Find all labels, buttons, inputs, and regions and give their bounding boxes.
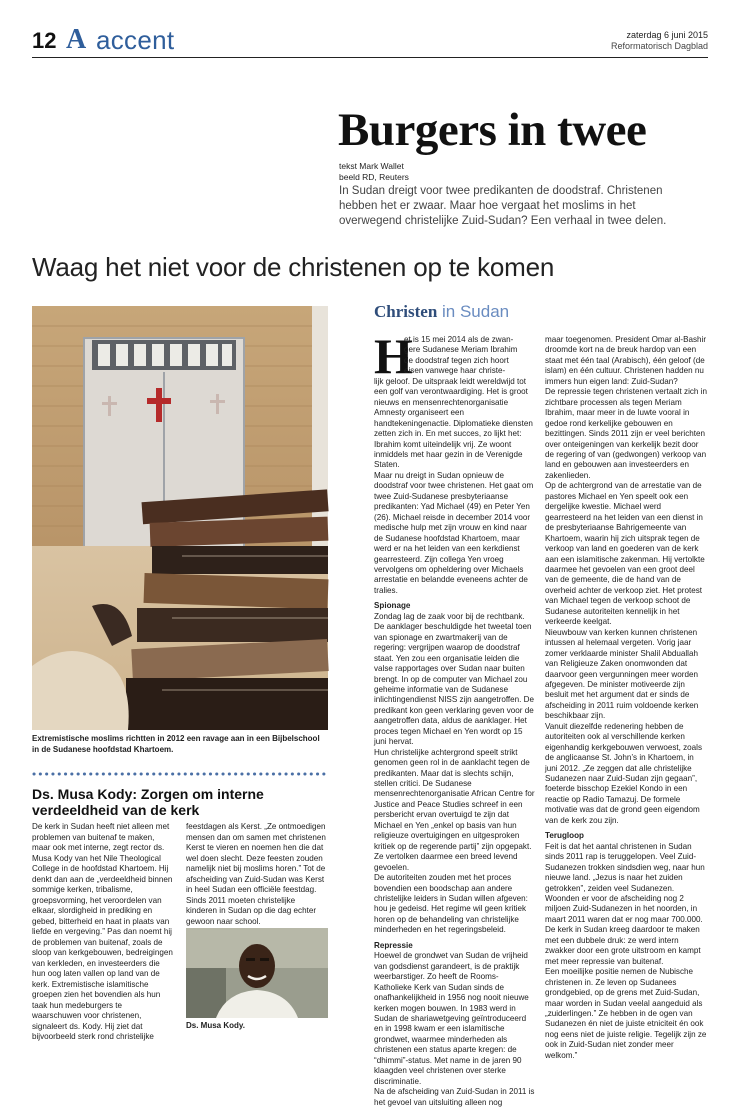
- intro-line-3: de doodstraf tegen zich hoort: [404, 355, 509, 365]
- paragraph: Een moeilijke positie nemen de Nubische christenen in. Ze leven op Sudanees grondgebied, op de grens met Zuid-Sudan, maar worden in Sudan veelal aangeduid als „zuiderlingen.” Ze hebben in de ogen van Sudanezen én niet de juiste etniciteit én ook nog eens niet de juiste religie. Tegelijk zijn ze ook in Zuid-Sudan niet zonder meer welkom.”: [545, 967, 707, 1060]
- article-intro: In Sudan dreigt voor twee predikanten de doodstraf. Christenen hebben het er zwaar. Maar hoe vergaat het moslims in het overwegend christelijke Zuid-Sudan? Een verhaal in twee delen.: [339, 185, 667, 227]
- section-title-strong: Christen: [374, 302, 438, 321]
- sidebar-title: Ds. Musa Kody: Zorgen om interne verdeeldheid van de kerk: [32, 786, 264, 818]
- paragraph: Na de afscheiding van Zuid-Sudan in 2011 is het gevoel van uitsluiting alleen nog: [374, 1087, 535, 1107]
- credit-text: tekst Mark Wallet: [339, 161, 404, 171]
- portrait-illustration: [186, 928, 328, 1018]
- dotted-divider: [32, 772, 328, 776]
- intro-line-1: et is 15 mei 2014 als de zwan-: [404, 335, 514, 344]
- section-logo: A: [66, 24, 87, 55]
- burned-bibles-illustration: [32, 306, 328, 730]
- paragraph: Nieuwbouw van kerken kunnen christenen intussen al helemaal vergeten. Vorig jaar zomer verklaarde minister Shalil Abduallah van Religieuze Zaken onomwonden dat daarvoor geen vergunningen meer worden afgegeven. De minister motiveerde zijn besluit met het argument dat er sinds de afscheiding in 2011 ruim voldoende kerken beschikbaar zijn.: [545, 627, 699, 721]
- section-heading: Terugloop: [545, 831, 584, 841]
- newspaper-name: Reformatorisch Dagblad: [610, 41, 708, 51]
- paragraph: Feit is dat het aantal christenen in Sudan sinds 2011 rap is teruggelopen. Veel Zuid-Sudanezen trokken sindsdien weg, naar hun nieuwe land. „Jezus is naar het zuiden getrokken”, zeiden veel Sudanezen. Woonden er voor de afscheiding nog 2 miljoen Zuid-Sudanezen in het noorden, in maart 2011 waren dat er nog maar 700.000. De kerk in Sudan kreeg daardoor te maken met een dubbele druk: ze werd intern zwakker door een grote uitstroom en kampt met meer repressie van buitenaf.: [545, 841, 705, 966]
- paragraph: Hun christelijke achtergrond speelt strikt genomen geen rol in de aanklacht tegen de predikanten. Maar dat is slechts schijn, stellen critici. De Sudanese mensenrechtenorganisatie African Centre for Justice and Peace Studies schreef in een persbericht ervan overtuigd te zijn dat Michael en Yen „enkel op basis van hun religieuze overtuigingen en uitgesproken kritiek op de regerende partij” zijn opgepakt. Ze vertolken daarmee een breed levend gevoelen.: [374, 747, 535, 872]
- main-photo: [32, 306, 328, 730]
- page-number: 12: [32, 28, 57, 53]
- article-column-1: [374, 328, 535, 1108]
- credit-photo: beeld RD, Reuters: [339, 172, 409, 182]
- section-title: [374, 302, 509, 322]
- masthead: [32, 24, 708, 58]
- intro-lines: [374, 328, 535, 384]
- paragraph: Hoewel de grondwet van Sudan de vrijheid van godsdienst garandeert, is de praktijk weerbarstiger. Zo heeft de Rooms-Katholieke Kerk van Sudan sinds de onafhankelijkheid in 1956 nog nooit nieuwe kerken mogen bouwen. In 1983 werd in Sudan de shariawetgeving geïntroduceerd en in 1998 kwam er een islamitische grondwet, waarmee minderheden als christenen een status aparte kregen: de “dhimmi”-status. Met name in de jaren 90 klaagden veel christenen over sterke discriminatie.: [374, 951, 529, 1086]
- section-heading: Spionage: [374, 601, 411, 611]
- paragraph: lijk geloof. De uitspraak leidt wereldwijd tot een golf van verontwaardiging. Het is groot nieuws en mensenrechtenorganisatie Amnesty organiseert een handtekeningenactie. Diplomatieke diensten zetten zich in. En met succes, zo lijkt het: Ibrahim komt uiteindelijk vrij. Ze woont inmiddels met haar gezin in de Verenigde Staten.: [374, 376, 533, 470]
- article-credits: [339, 161, 409, 183]
- paragraph: Vanuit diezelfde redenering hebben de autoriteiten ook al verschillende kerken eigenhandig kerkgebouwen verwoest, zoals de anglicaanse St. John’s in Khartoem, in juni 2012. „Ze zeggen dat alle christelijke Sudanezen naar Zuid-Sudan zijn gegaan”, foeterde bisschop Ezekiel Kondo in een reactie op Radio Tamazuj. De formele motivatie was dat de grond geen eigendom van de kerk zou zijn.: [545, 721, 703, 825]
- kody-portrait: [186, 928, 328, 1018]
- section-name: accent: [96, 25, 175, 55]
- intro-line-2: gere Sudanese Meriam Ibrahim: [404, 345, 518, 355]
- section-title-light: in Sudan: [437, 302, 510, 321]
- article-column-2: [545, 335, 708, 1061]
- paragraph: Op de achtergrond van de arrestatie van de pastores Michael en Yen speelt ook een dergelijke kwestie. Michael werd gearresteerd na het leiden van een dienst in de presbyteriaanse Bahrigemeente van Khartoem, waarin hij zich uitsprak tegen de verkoop van land en goederen van de kerk aan een islamitische zakenman. Hij vertolkte daarmee het gevoelen van een groot deel van de gemeente, die de hand van de overheid achter de verkoop ziet. Het protest van Michael tegen de verkoop schoot de Sudanese autoriteiten kennelijk in het verkeerde keelgat.: [545, 481, 705, 627]
- paragraph: De repressie tegen christenen vertaalt zich in zichtbare processen als tegen Meriam Ibrahim, maar meer in de luwte vooral in gedoe rond kerkelijke gebouwen en bezittingen. Sinds 2011 zijn er veel berichten over onteigeningen van kerkelijk bezit door de regering of van (gedwongen) verkoop van land en gebouwen aan investeerders en zakenlieden.: [545, 387, 707, 480]
- article-subhead: Waag het niet voor de christenen op te komen: [32, 252, 555, 282]
- issue-info: [611, 30, 708, 52]
- intro-line-4: eisen vanwege haar christe-: [404, 366, 506, 376]
- main-photo-caption: Extremistische moslims richtten in 2012 een ravage aan in een Bijbelschool in de Sudanese hoofdstad Khartoem.: [32, 734, 320, 754]
- paragraph: Zondag lag de zaak voor bij de rechtbank. De aanklager beschuldigde het tweetal toen van spionage en zwartmakerij van de regering: vergrijpen waarop de doodstraf staat. Yen zou een organisatie leiden die valse rapportages over Sudan naar buiten brengt. In op de computer van Michael zou geheime informatie van de Sudanese inlichtingendienst NISS zijn aangetroffen. De predikant kon geen verklaring geven voor de aangetroffen data, aldus de aanklager. Het proces tegen Michael en Yen wordt op 15 juni hervat.: [374, 611, 535, 747]
- paragraph: De autoriteiten zouden met het proces bovendien een boodschap aan andere christelijke leiders in Sudan willen afgeven: hou je gedeisd. Het regime wil geen kritiek horen op de behandeling van christelijke minderheden en het regeringsbeleid.: [374, 873, 528, 935]
- paragraph: maar toegenomen. President Omar al-Bashir droomde kort na de breuk hardop van een staat met één taal (Arabisch), één geloof (de islam) en één cultuur. Christenen hadden nu immers hun eigen land: Zuid-Sudan?: [545, 335, 707, 386]
- paragraph: Maar nu dreigt in Sudan opnieuw de doodstraf voor twee christenen. Het gaat om twee Zuid-Sudanese presbyteriaanse predikanten: Yad Michael (49) en Peter Yen (26). Michael reisde in december 2014 voor medische hulp met zijn vrouw en kind naar de Sudanese hoofdstad Khartoem, maar werd er na het leiden van een kerkdienst gearresteerd. Zijn collega Yen vroeg vervolgens om opheldering over Michaels arrestatie en belandde eveneens achter de tralies.: [374, 470, 534, 595]
- drop-cap: H: [374, 328, 413, 384]
- issue-date: zaterdag 6 juni 2015: [626, 30, 708, 40]
- section-heading: Repressie: [374, 940, 413, 950]
- kody-portrait-caption: Ds. Musa Kody.: [186, 1021, 245, 1030]
- sidebar-column-1: De kerk in Sudan heeft niet alleen met problemen van buitenaf te maken, maar ook met interne, zegt rector ds. Musa Kody van het Nile Theological College in de hoofdstad Khartoem. Hij denkt dan aan de „verdeeldheid binnen sommige kerken, tribalisme, groepsvorming, het veroordelen van elkaar, slordigheid in prediking en gebed, bitterheid en haat in plaats van liefde en vergeving.” Pas dan noemt hij de problemen van buitenaf, zoals de sloop van kerkgebouwen, bedreigingen van kerkleden, en investeerders die hun oog laten vallen op land van de kerk. Extremistische islamitische groepen zien het bovendien als hun taak hun medeburgers te waarschuwen voor christenen, signaleert ds. Kody. Hij ziet dat bijvoorbeeld sterk rond christelijke: [32, 822, 173, 1041]
- sidebar-column-2: feestdagen als Kerst. „Ze ontmoedigen mensen dan om samen met christenen Kerst te vieren en noemen hen die dat wel doen slecht. Deze feesten zouden namelijk niet bij moslims horen.” Tot de afscheiding van Zuid-Sudan was Kerst in heel Sudan een officiële feestdag. Sinds 2011 moeten christelijke kinderen in Sudan op die dag echter gewoon naar school.: [186, 822, 326, 926]
- article-headline: Burgers in twee: [338, 104, 647, 156]
